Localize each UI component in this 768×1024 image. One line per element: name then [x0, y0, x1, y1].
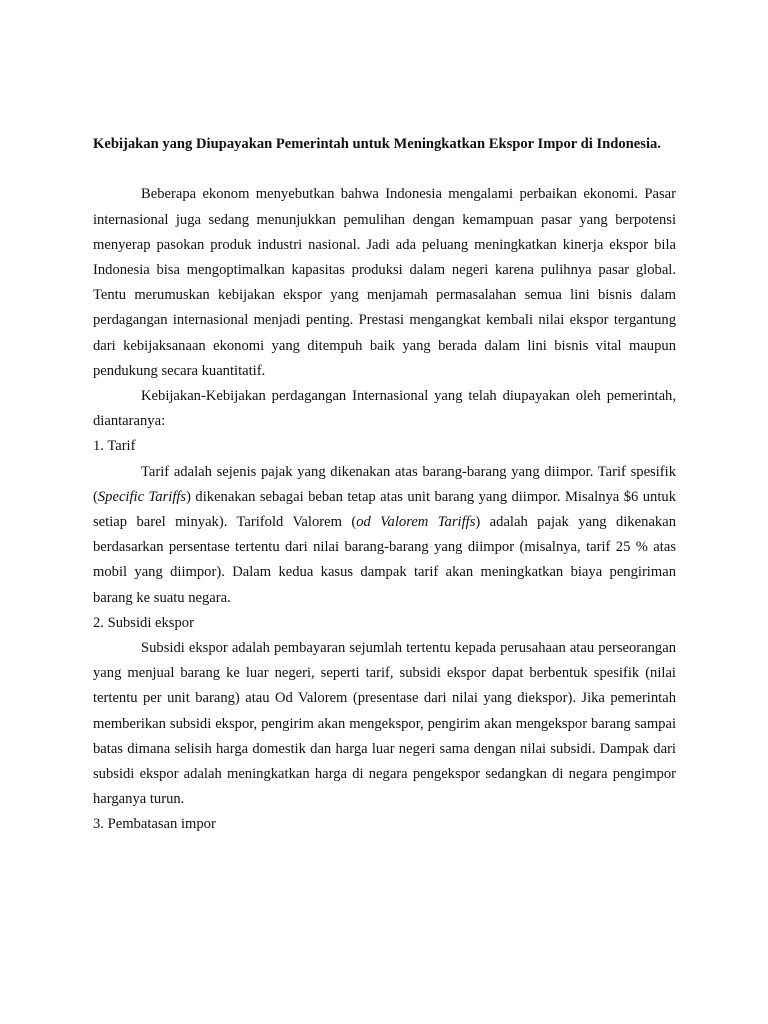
tarif-emphasis-valorem: od Valorem Tariffs [356, 514, 476, 531]
tarif-text-c: ) adalah pajak yang dikenakan berdasarkan persentase tertentu dari nilai barang-barang yang diimpor (misalnya, tarif 25 % atas mobil yang diimpor). Dalam kedua kasus dampak tarif akan meningkatkan biaya pengiriman barang ke suatu negara. [93, 514, 676, 606]
tarif-text-b: ) dikenakan sebagai beban tetap atas unit barang yang diimpor. Misalnya $6 untuk setiap barel minyak). Tarifold Valorem ( [93, 488, 677, 531]
intro-paragraph: Beberapa ekonom menyebutkan bahwa Indonesia mengalami perbaikan ekonomi. Pasar internasional juga sedang menunjukkan pemulihan dengan kemampuan pasar yang berpotensi menyerap pasokan produk industri nasional. Jadi ada peluang meningkatkan kinerja ekspor bila Indonesia bisa mengoptimalkan kapasitas produksi dalam negeri karena pulihnya pasar global. Tentu merumuskan kebijakan ekspor yang menjamah permasalahan semua lini bisnis dalam perdagangan internasional menjadi penting. Prestasi mengangkat kembali nilai ekspor tergantung dari kebijaksanaan ekonomi yang ditempuh baik yang berada dalam lini bisnis vital maupun pendukung secara kuantitatif. [93, 186, 676, 379]
tarif-text-a: Tarif adalah sejenis pajak yang dikenakan atas barang-barang yang diimpor. Tarif spesifik ( [93, 463, 676, 505]
subsidi-paragraph: Subsidi ekspor adalah pembayaran sejumlah tertentu kepada perusahaan atau perseorangan yang menjual barang ke luar negeri, seperti tarif, subsidi ekspor dapat berbentuk spesifik (nilai tertentu per unit barang) atau Od Valorem (presentase dari nilai yang diekspor). Jika pemerintah memberikan subsidi ekspor, pengirim akan mengekspor, pengirim akan mengekspor barang sampai batas dimana selisih harga domestik dan harga luar negeri sama dengan nilai subsidi. Dampak dari subsidi ekspor adalah meningkatkan harga di negara pengekspor sedangkan di negara pengimpor harganya turun. [93, 640, 676, 808]
policies-intro-paragraph: Kebijakan-Kebijakan perdagangan Internasional yang telah diupayakan oleh pemerintah, diantaranya: [93, 388, 676, 430]
tarif-paragraph [93, 460, 676, 611]
document-title: Kebijakan yang Diupayakan Pemerintah untuk Meningkatkan Ekspor Impor di Indonesia. [93, 136, 661, 152]
section-heading-pembatasan: 3. Pembatasan impor [93, 816, 216, 833]
section-heading-tarif: 1. Tarif [93, 438, 136, 455]
tarif-emphasis-specific: Specific Tariffs [97, 488, 187, 505]
section-heading-subsidi: 2. Subsidi ekspor [93, 614, 194, 631]
